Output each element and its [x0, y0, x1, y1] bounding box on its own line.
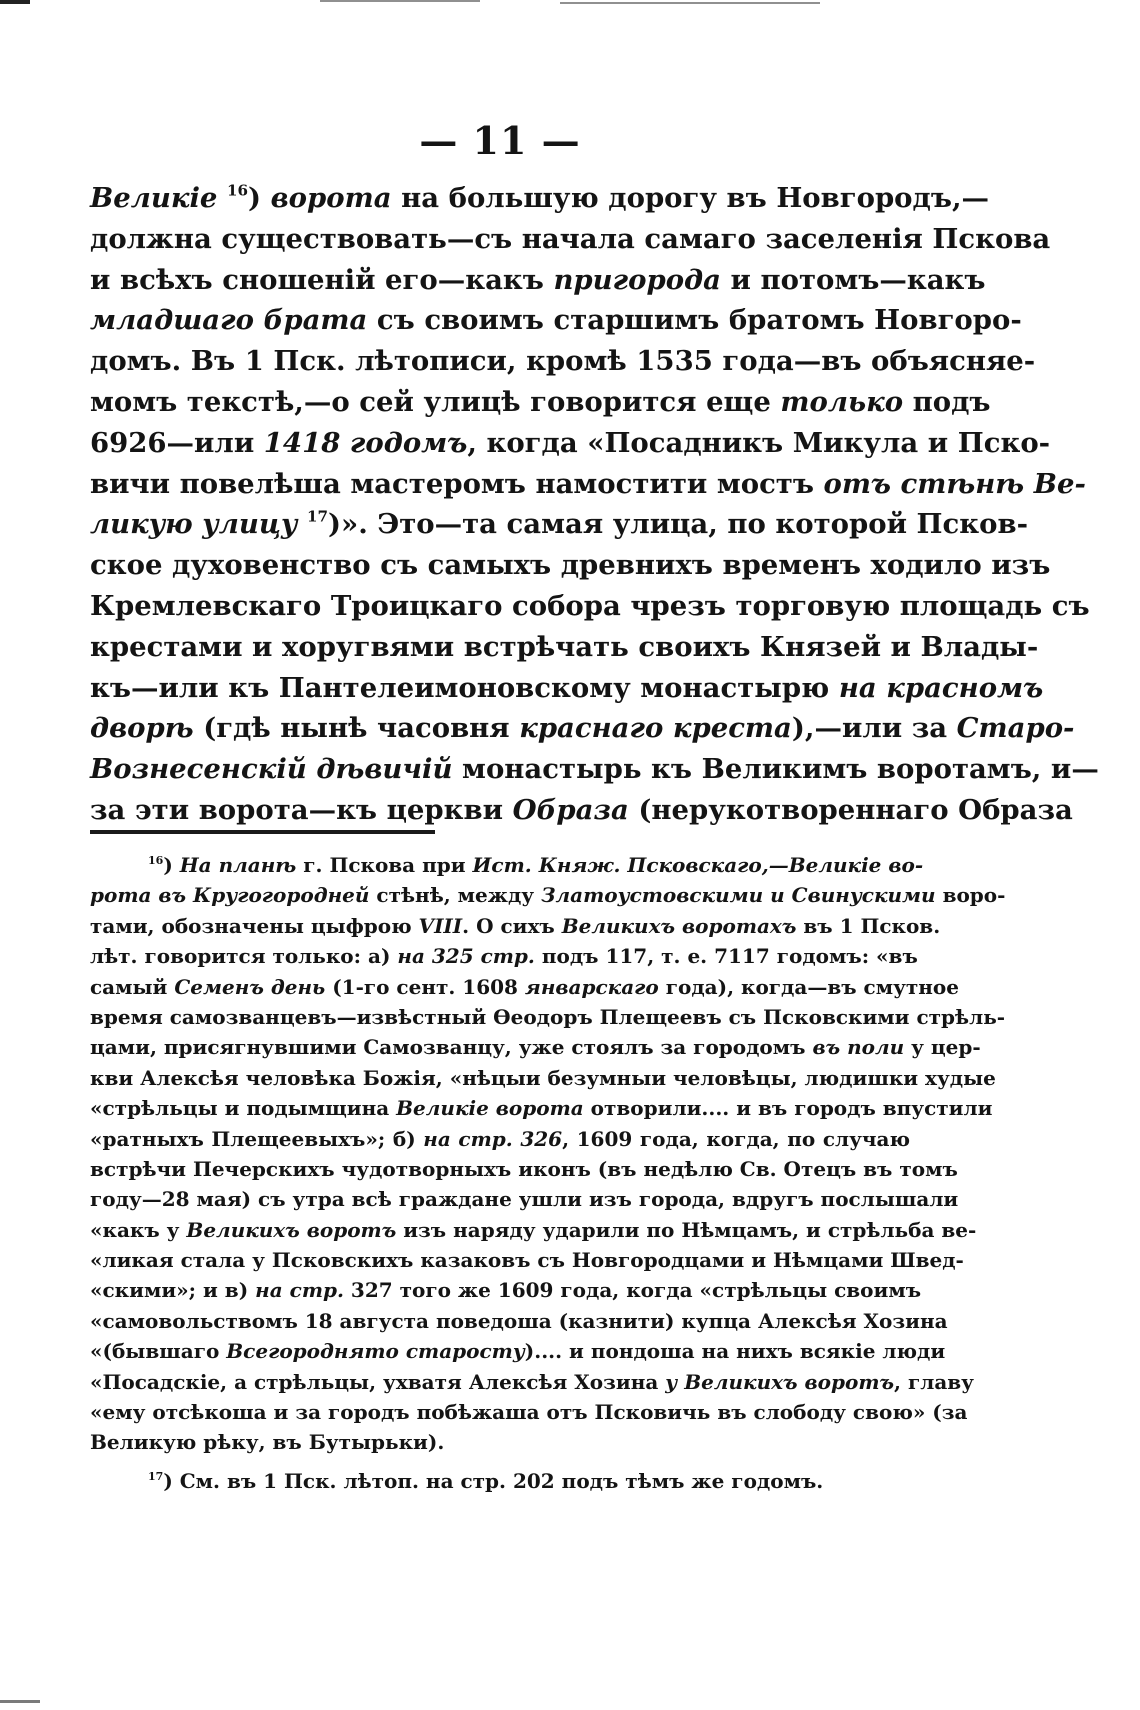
text-line: ликую улицу $^{17}$)». Это—та самая улица, по которой Псков-: [90, 508, 1028, 541]
footnote-line: время самозванцевъ—извѣстный Ѳеодоръ Плещеевъ съ Псковскими стрѣль-: [90, 1004, 1006, 1029]
text-line: 6926—или 1418 годомъ, когда «Посадникъ Микула и Пско-: [90, 426, 1051, 459]
footnote-line: «самовольствомъ 18 августа поведоша (казнити) купца Алексѣя Хозина: [90, 1308, 948, 1333]
text-line: домъ. Въ 1 Пск. лѣтописи, кромѣ 1535 года—въ объясняе-: [90, 345, 1036, 378]
footnote-line: Великую рѣку, въ Бутырьки).: [90, 1430, 445, 1455]
text-line: Кремлевскаго Троицкаго собора чрезъ торговую площадь съ: [90, 589, 1090, 622]
text-line: и всѣхъ сношеній его—какъ пригорода и потомъ—какъ: [90, 263, 986, 296]
footnotes: [90, 850, 1006, 1496]
text-line: за эти ворота—къ церкви Образа (нерукотвореннаго Образа: [90, 793, 1073, 826]
scan-edge-mark: [0, 1700, 40, 1703]
footnote-line: «Посадскіе, а стрѣльцы, ухватя Алексѣя Хозина у Великихъ воротъ, главу: [90, 1369, 974, 1394]
scan-edge-mark: [0, 0, 30, 4]
text-line: крестами и хоругвями встрѣчать своихъ Князей и Влады-: [90, 630, 1039, 663]
footnote-line: году—28 мая) съ утра всѣ граждане ушли изъ города, вдругъ послышали: [90, 1187, 959, 1212]
text-line: младшаго брата съ своимъ старшимъ братомъ Новгоро-: [90, 304, 1022, 337]
scan-edge-mark: [560, 2, 820, 4]
scan-edge-mark: [320, 0, 480, 2]
text-line: къ—или къ Пантелеимоновскому монастырю на красномъ: [90, 671, 1044, 704]
text-line: момъ текстѣ,—о сей улицѣ говорится еще только подъ: [90, 385, 991, 418]
main-text: [90, 178, 1099, 831]
text-line: Вознесенскій дѣвичій монастырь къ Великимъ воротамъ, и—: [90, 753, 1099, 786]
footnote-line: тами, обозначены цыфрою VIII. О сихъ Великихъ воротахъ въ 1 Псков.: [90, 913, 941, 938]
footnote-line: самый Семенъ день (1-го сент. 1608 январскаго года), когда—въ смутное: [90, 974, 959, 999]
footnote-17: $^{17}$) См. въ 1 Пск. лѣтоп. на стр. 202 подъ тѣмъ же годомъ.: [148, 1468, 824, 1493]
footnote-line: «стрѣльцы и подымщина Великіе ворота отворили.... и въ городъ впустили: [90, 1096, 993, 1121]
text-line: ское духовенство съ самыхъ древнихъ временъ ходило изъ: [90, 549, 1051, 582]
footnote-line: «ликая стала у Псковскихъ казаковъ съ Новгородцами и Нѣмцами Швед-: [90, 1248, 964, 1273]
footnote-line: лѣт. говорится только: а) на 325 стр. подъ 117, т. е. 7117 годомъ: «въ: [90, 944, 918, 969]
text-line: Великіе $^{16}$) ворота на большую дорогу въ Новгородъ,—: [90, 181, 990, 214]
footnote-line: кви Алексѣя человѣка Божія, «нѣцыи безумныи человѣцы, людишки худые: [90, 1065, 996, 1090]
footnote-16: [90, 850, 1006, 1458]
footnote-line: «какъ у Великихъ воротъ изъ наряду ударили по Нѣмцамъ, и стрѣльба ве-: [90, 1217, 977, 1242]
text-line: вичи повелѣша мастеромъ намостити мостъ отъ стѣнѣ Ве-: [90, 467, 1086, 500]
footnote-line: встрѣчи Печерскихъ чудотворныхъ иконъ (въ недѣлю Св. Отецъ въ томъ: [90, 1156, 958, 1181]
footnote-line: «ему отсѣкоша и за городъ побѣжаша отъ Псковичь въ слободу свою» (за: [90, 1400, 968, 1425]
footnote-line: $^{16}$) На планѣ г. Пскова при Ист. Княж. Псковскаго,—Великіе во-: [148, 853, 924, 877]
footnote-line: «ратныхъ Плещеевыхъ»; б) на стр. 326, 1609 года, когда, по случаю: [90, 1126, 911, 1151]
footnote-line: «скими»; и в) на стр. 327 того же 1609 года, когда «стрѣльцы своимъ: [90, 1278, 922, 1303]
footnote-line: рота въ Кругогородней стѣнѣ, между Златоустовскими и Свинускими воро-: [90, 883, 1006, 908]
footnote-rule: [90, 830, 435, 834]
text-line: дворѣ (гдѣ нынѣ часовня краснаго креста),—или за Старо-: [90, 712, 1075, 745]
footnote-line: «(бывшаго Всегороднято старосту).... и пондоша на нихъ всякіе люди: [90, 1339, 946, 1364]
page-number: — 11 —: [419, 118, 581, 163]
text-line: должна существовать—съ начала самаго заселенія Пскова: [90, 222, 1051, 255]
footnote-line: цами, присягнувшими Самозванцу, уже стоялъ за городомъ въ поли у цер-: [90, 1035, 981, 1060]
